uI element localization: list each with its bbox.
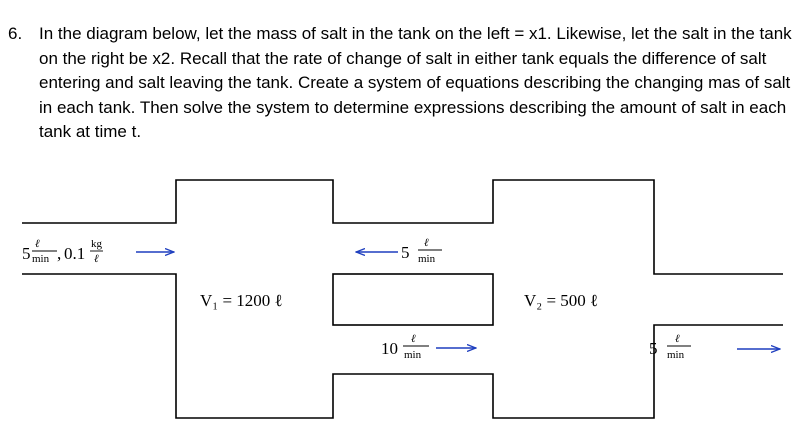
inflow-conc-unit-den: ℓ: [94, 253, 99, 265]
top-pipe-label: [401, 237, 442, 265]
top-pipe-unit-num: ℓ: [424, 237, 429, 249]
bottom-pipe-label: [381, 333, 429, 361]
problem-number: 6.: [8, 24, 23, 43]
inflow-separator: ,: [57, 244, 62, 263]
tank-left-volume: V₁ = 1200 ℓ: [200, 291, 283, 310]
bottom-pipe-unit-num: ℓ: [411, 333, 416, 345]
pipe-divider: [333, 274, 493, 325]
bottom-pipe-rate-value: 10: [381, 339, 398, 358]
inflow-label: [22, 238, 103, 265]
top-pipe-rate-value: 5: [401, 243, 410, 262]
outflow-label: [649, 333, 691, 361]
inflow-rate-unit-den: min: [32, 253, 50, 265]
outflow-unit-num: ℓ: [675, 333, 680, 345]
inflow-conc-unit-num: kg: [91, 238, 102, 250]
inflow-rate-unit-num: ℓ: [35, 238, 40, 250]
outflow-unit-den: min: [667, 349, 685, 361]
bottom-pipe-unit-den: min: [404, 349, 422, 361]
top-pipe-unit-den: min: [418, 253, 436, 265]
problem-text: In the diagram below, let the mass of salt in the tank on the left = x1. Likewise, let the salt in the tank on the right be x2. Recall that the rate of change of salt in either tank equals the difference of salt entering and salt leaving the tank. Create a system of equations describing the changing mas of salt in each tank. Then solve the system to determine expressions describing the amount of salt in each tank at time t.: [39, 24, 792, 141]
inflow-rate-value: 5: [22, 244, 31, 263]
tank-right-volume: V₂ = 500 ℓ: [524, 291, 599, 310]
outflow-rate-value: 5: [649, 339, 658, 358]
inflow-concentration-value: 0.1: [64, 244, 86, 263]
tank-outline: [22, 180, 783, 418]
